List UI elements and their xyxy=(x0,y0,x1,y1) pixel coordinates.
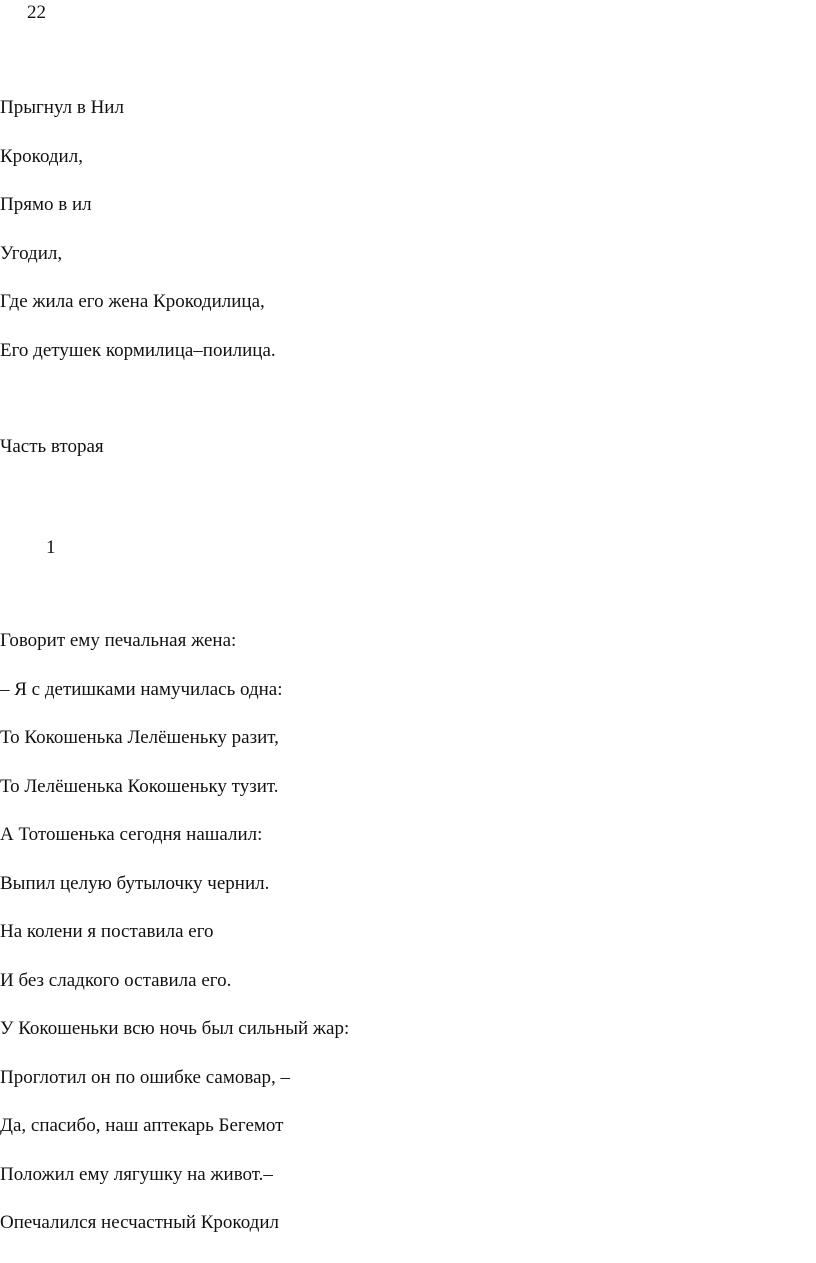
poem-line: Говорит ему печальная жена: xyxy=(0,630,237,651)
poem-line: Крокодил, xyxy=(0,146,83,167)
section-number: 1 xyxy=(46,537,56,558)
poem-line: А Тотошенька сегодня нашалил: xyxy=(0,824,263,845)
poem-line: Где жила его жена Крокодилица, xyxy=(0,291,265,312)
poem-line: На колени я поставила его xyxy=(0,921,214,942)
poem-line: У Кокошеньки всю ночь был сильный жар: xyxy=(0,1018,350,1039)
poem-line: Его детушек кормилица–поилица. xyxy=(0,340,276,361)
poem-line: Прямо в ил xyxy=(0,194,92,215)
poem-line: Положил ему лягушку на живот.– xyxy=(0,1164,273,1185)
poem-line: Выпил целую бутылочку чернил. xyxy=(0,873,270,894)
poem-line: Да, спасибо, наш аптекарь Бегемот xyxy=(0,1115,284,1136)
poem-line: И без сладкого оставила его. xyxy=(0,970,232,991)
part-title: Часть вторая xyxy=(0,436,104,457)
page-number: 22 xyxy=(27,2,46,23)
poem-line: Опечалился несчастный Крокодил xyxy=(0,1212,279,1233)
poem-line: Прыгнул в Нил xyxy=(0,97,124,118)
poem-line: То Кокошенька Лелёшеньку разит, xyxy=(0,727,279,748)
poem-line: Угодил, xyxy=(0,243,63,264)
poem-line: Проглотил он по ошибке самовар, – xyxy=(0,1067,291,1088)
poem-line: То Лелёшенька Кокошеньку тузит. xyxy=(0,776,279,797)
poem-line: – Я с детишками намучилась одна: xyxy=(0,679,283,700)
